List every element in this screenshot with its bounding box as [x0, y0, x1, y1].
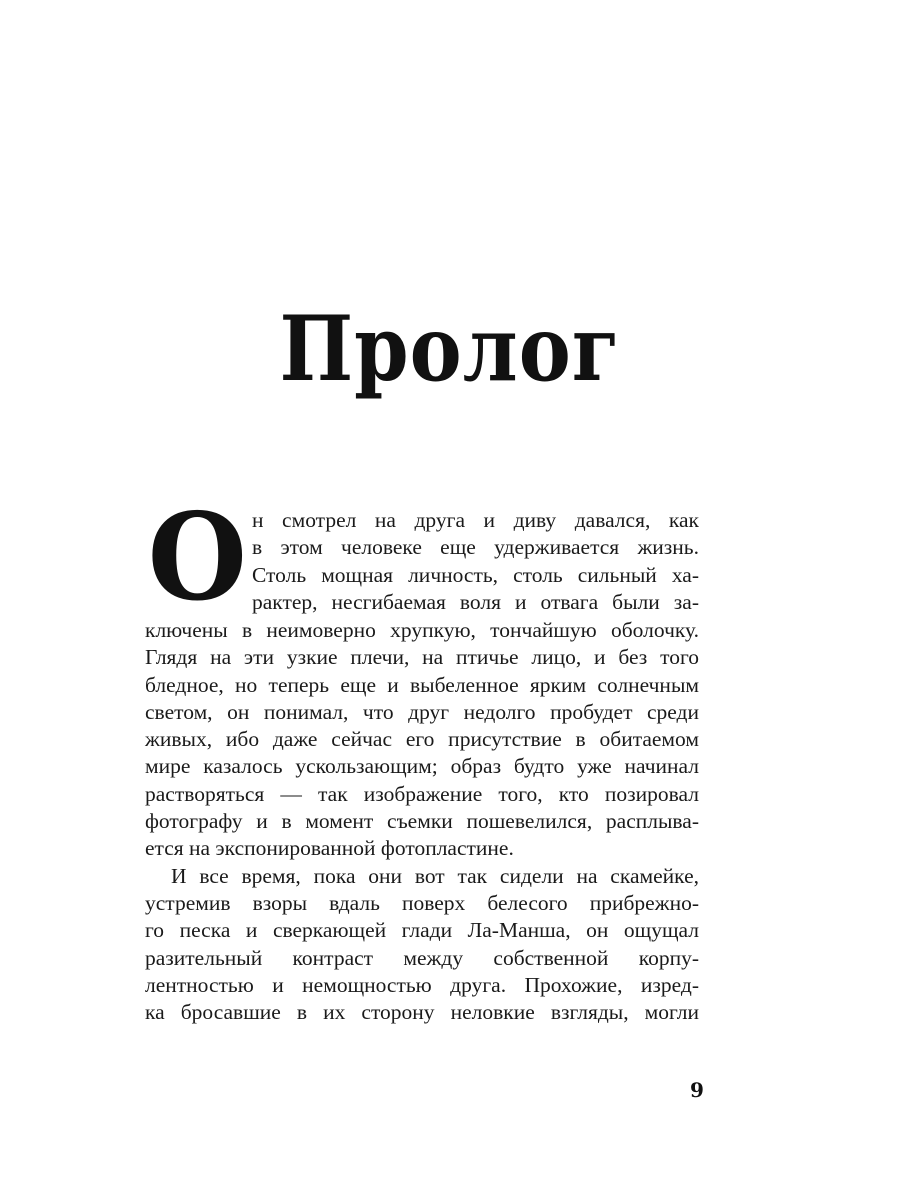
text-line: ется на экспонированной фотопластине. [145, 836, 514, 861]
text-line: лентностью и немощностью друга. Прохожие, изред- [145, 972, 699, 997]
text-line: Глядя на эти узкие плечи, на птичье лицо, и без того [145, 645, 699, 670]
text-line: живых, ибо даже сейчас его присутствие в обитаемом [145, 727, 699, 752]
text-line: растворяться — так изображение того, кто позировал [145, 781, 699, 806]
text-line: мире казалось ускользающим; образ будто уже начинал [145, 754, 699, 779]
text-line: И все время, пока они вот так сидели на скамейке, [171, 863, 699, 888]
text-line: ка бросавшие в их сторону неловкие взгляды, могли [145, 1000, 699, 1025]
text-line: рактер, несгибаемая воля и отвага были за- [252, 589, 699, 614]
text-line: бледное, но теперь еще и выбеленное ярким солнечным [145, 672, 699, 697]
text-line: устремив взоры вдаль поверх белесого прибрежно- [145, 890, 699, 915]
text-line: разительный контраст между собственной корпу- [145, 945, 699, 970]
paragraph-1 [145, 487, 699, 863]
text-line: ключены в неимоверно хрупкую, тончайшую оболочку. [145, 618, 699, 642]
text-line: в этом человеке еще удерживается жизнь. [252, 535, 699, 560]
text-line: н смотрел на друга и диву давался, как [252, 508, 699, 532]
drop-cap-lines [252, 507, 699, 616]
chapter-title: Пролог [279, 297, 621, 402]
drop-cap-letter: О [147, 487, 247, 628]
text-line: Столь мощная личность, столь сильный ха- [252, 562, 699, 587]
text-line: фотографу и в момент съемки пошевелился, расплыва- [145, 809, 699, 834]
body-text [145, 487, 699, 1026]
paragraph-2 [145, 863, 699, 1027]
text-line: светом, он понимал, что друг недолго пробудет среди [145, 699, 699, 724]
drop-cap [145, 487, 248, 628]
page-number: 9 [690, 1078, 704, 1102]
text-line: го песка и сверкающей глади Ла-Манша, он ощущал [145, 918, 699, 943]
